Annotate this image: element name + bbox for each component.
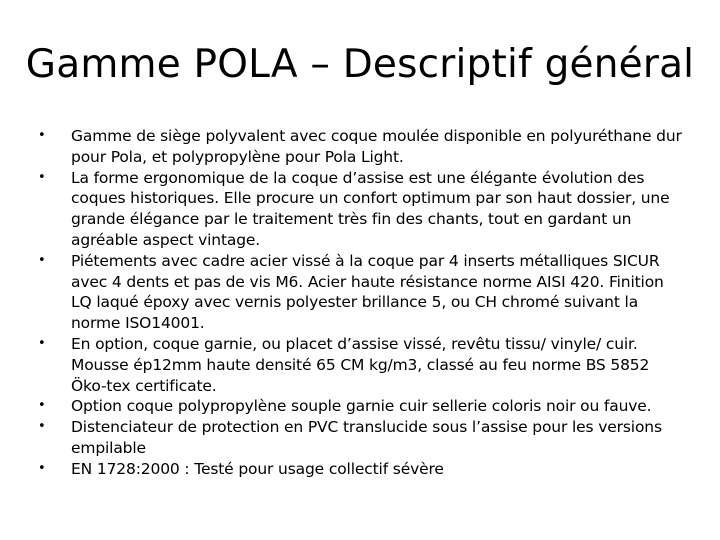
bullet-dot: • (38, 419, 46, 435)
bullet-text: Gamme de siège polyvalent avec coque moulée disponible en polyuréthane dur pour Pola, et polypropylène pour Pola Light. (71, 127, 682, 166)
bullet-text: Piétements avec cadre acier vissé à la coque par 4 inserts métalliques SICUR avec 4 dents et pas de vis M6. Acier haute résistance norme AISI 420. Finition LQ laqué époxy avec vernis polyester brillance 5, ou CH chromé suivant la norme ISO14001. (71, 251, 664, 333)
bullet-text: Distenciateur de protection en PVC translucide sous l’assise pour les versions empilable (71, 418, 662, 457)
bullet-list (0, 126, 720, 480)
bullet-item (0, 396, 720, 417)
bullet-item (0, 417, 720, 459)
bullet-item (0, 126, 720, 168)
bullet-text: La forme ergonomique de la coque d’assise est une élégante évolution des coques historiques. Elle procure un confort optimum par son haut dossier, une grande élégance par le traitement très fin des chants, tout en gardant un agréable aspect vintage. (71, 168, 670, 249)
bullet-item (0, 459, 720, 480)
bullet-item (0, 168, 720, 251)
bullet-text: Option coque polypropylène souple garnie cuir sellerie coloris noir ou fauve. (71, 397, 652, 416)
bullet-item (0, 334, 720, 396)
bullet-text: EN 1728:2000 : Testé pour usage collectif sévère (71, 459, 444, 478)
bullet-item (0, 251, 720, 334)
bullet-dot: • (38, 398, 46, 414)
bullet-dot: • (38, 169, 46, 185)
bullet-dot: • (38, 128, 46, 143)
bullet-text: En option, coque garnie, ou placet d’assise vissé, revêtu tissu/ vinyle/ cuir. Mousse ép12mm haute densité 65 CM kg/m3, classé au feu norme BS 5852 Öko-tex certificate. (71, 334, 650, 395)
bullet-dot: • (38, 460, 46, 476)
bullet-dot: • (38, 335, 46, 351)
slide-title: Gamme POLA – Descriptif général (25, 42, 695, 87)
bullet-dot: • (38, 252, 46, 268)
